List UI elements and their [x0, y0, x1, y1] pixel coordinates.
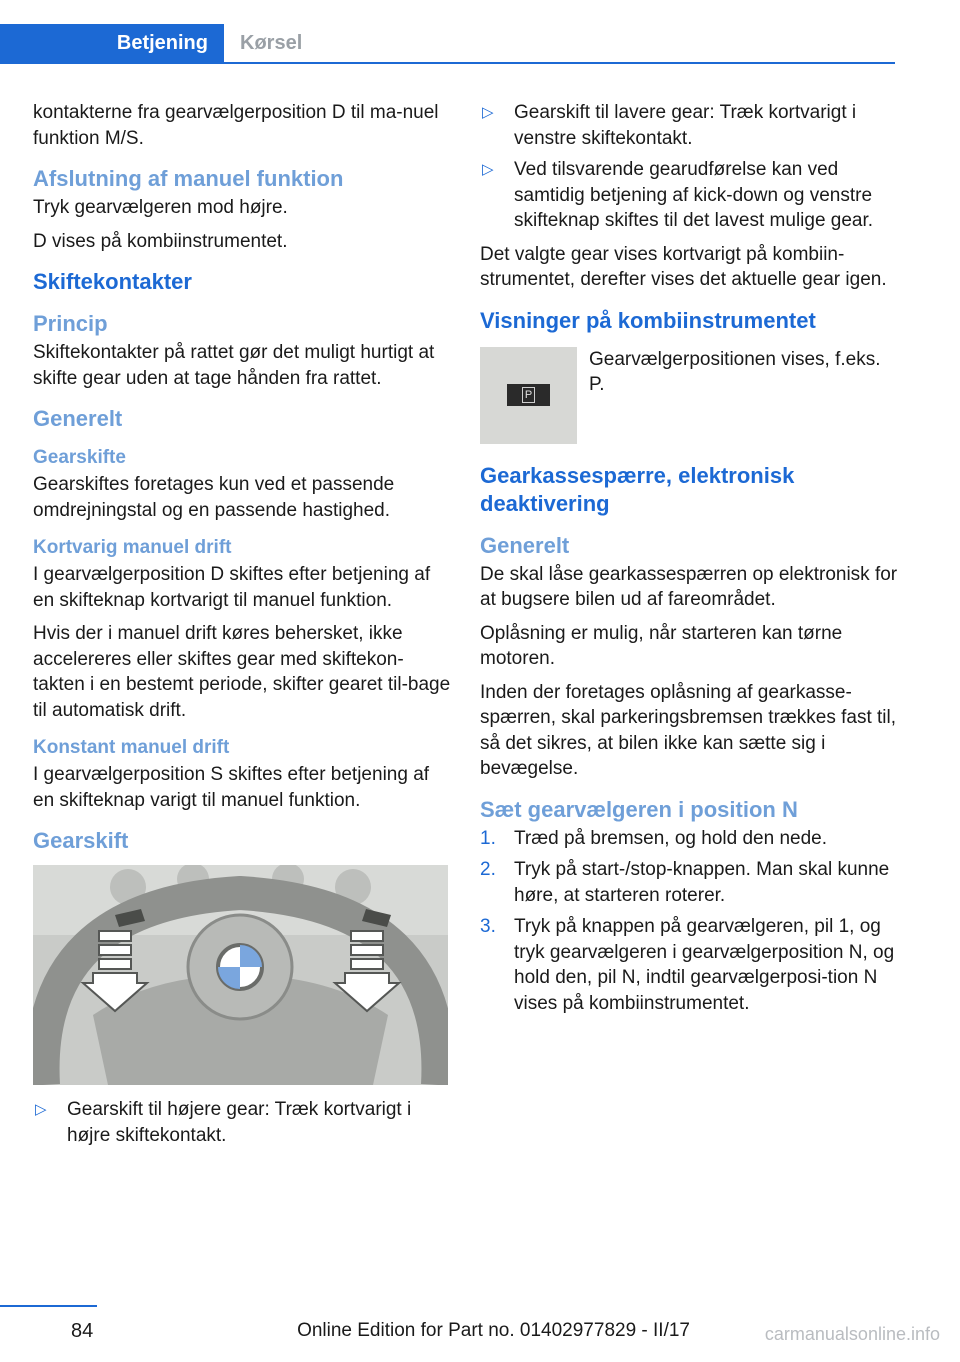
gear-indicator	[507, 384, 550, 406]
tab-betjening[interactable]	[0, 24, 224, 62]
shift-up-list	[33, 1097, 451, 1148]
list-item	[480, 857, 898, 908]
heading-generelt-right: Generelt	[480, 532, 570, 558]
heading-gearskifte: Gearskifte	[33, 447, 126, 468]
heading-afslutning: Afslutning af manuel funktion	[33, 166, 344, 191]
bullet-triangle-icon: ▷	[35, 1101, 47, 1118]
heading-visninger: Visninger på kombiinstrumentet	[480, 307, 816, 333]
instrument-display-image	[480, 347, 577, 444]
paragraph-valgte: Det valgte gear vises kortvarigt på kombiin-strumentet, derefter vises det aktuelle gear igen.	[480, 243, 887, 290]
left-column	[33, 100, 451, 1156]
steps-list	[480, 826, 898, 1017]
list-item	[480, 826, 898, 852]
gear-letter: P	[522, 387, 535, 403]
watermark: carmanualsonline.info	[764, 1324, 940, 1344]
right-column	[480, 100, 898, 1024]
heading-generelt: Generelt	[33, 406, 123, 431]
heading-princip: Princip	[33, 311, 108, 336]
heading-kortvarig: Kortvarig manuel drift	[33, 537, 232, 558]
tab-korsel[interactable]: Kørsel	[240, 32, 303, 54]
footer-rule	[0, 1305, 97, 1307]
paragraph-generelt-2: Oplåsning er mulig, når starteren kan tørne motoren.	[480, 622, 843, 669]
paragraph-afslutning-1: Tryk gearvælgeren mod højre.	[33, 197, 288, 218]
list-item	[480, 100, 898, 151]
display-example	[480, 347, 898, 444]
step-number: 1.	[480, 827, 496, 849]
heading-gearkasse: Gearkassespærre, elektronisk deaktivering	[480, 462, 795, 516]
heading-konstant: Konstant manuel drift	[33, 737, 230, 758]
paragraph-konstant: I gearvælgerposition S skiftes efter betjening af en skifteknap varigt til manuel funktion.	[33, 764, 430, 811]
paragraph-kortvarig-1: I gearvælgerposition D skiftes efter betjening af en skifteknap kortvarigt til manuel funktion.	[33, 564, 431, 611]
steering-wheel-illustration	[33, 865, 448, 1085]
edition-text: Online Edition for Part no. 01402977829 - II/17	[297, 1320, 690, 1341]
section-tabs	[0, 24, 895, 64]
heading-skiftekontakter: Skiftekontakter	[33, 269, 192, 294]
tab-betjening-label: Betjening	[116, 32, 208, 54]
paragraph-intro: kontakterne fra gearvælgerposition D til ma-nuel funktion M/S.	[33, 102, 439, 149]
paragraph-afslutning-2: D vises på kombiinstrumentet.	[33, 230, 288, 252]
bullet-text: Gearskift til højere gear: Træk kortvarigt i højre skiftekontakt.	[67, 1099, 412, 1146]
paragraph-generelt-3: Inden der foretages oplåsning af gearkasse-spærren, skal parkeringsbremsen trækkes fast til, så det sikres, at bilen ikke kan sætte sig i bevægelse.	[480, 681, 897, 779]
bullet-text: Ved tilsvarende gearudførelse kan ved samtidig betjening af kick-down og venstre skifteknap skiftes til det lavest mulige gear.	[514, 159, 874, 231]
bullet-text: Gearskift til lavere gear: Træk kortvarigt i venstre skiftekontakt.	[514, 102, 857, 149]
heading-gearskift: Gearskift	[33, 828, 129, 853]
step-text: Træd på bremsen, og hold den nede.	[514, 827, 827, 849]
paragraph-gearskifte: Gearskiftes foretages kun ved et passende omdrejningstal og en passende hastighed.	[33, 474, 395, 521]
shift-down-list	[480, 100, 898, 234]
paragraph-generelt-1: De skal låse gearkassespærren op elektronisk for at bugsere bilen ud af fareområdet.	[480, 563, 898, 610]
heading-saet: Sæt gearvælgeren i position N	[480, 796, 798, 822]
step-text: Tryk på start-/stop-knappen. Man skal kunne høre, at starteren roterer.	[514, 859, 890, 906]
bullet-triangle-icon: ▷	[482, 104, 494, 121]
bullet-triangle-icon: ▷	[482, 161, 494, 178]
page-number: 84	[71, 1320, 94, 1342]
list-item	[480, 914, 898, 1016]
paragraph-princip: Skiftekontakter på rattet gør det muligt hurtigt at skifte gear uden at tage hånden fra rattet.	[33, 342, 435, 389]
step-number: 3.	[480, 916, 496, 937]
paragraph-visninger: Gearvælgerpositionen vises, f.eks. P.	[589, 348, 881, 395]
step-text: Tryk på knappen på gearvælgeren, pil 1, og tryk gearvælgeren i gearvælgerposition N, og hold den, pil N, indtil gearvælgerposi-tion N vises på kombiinstrumentet.	[514, 916, 895, 1014]
list-item	[33, 1097, 451, 1148]
step-number: 2.	[480, 859, 496, 880]
list-item	[480, 157, 898, 234]
paragraph-kortvarig-2: Hvis der i manuel drift køres behersket, ikke accelereres eller skiftes gear med skiftekon-takten i en bestemt periode, skifter gearet til-bage til automatisk drift.	[33, 623, 451, 721]
